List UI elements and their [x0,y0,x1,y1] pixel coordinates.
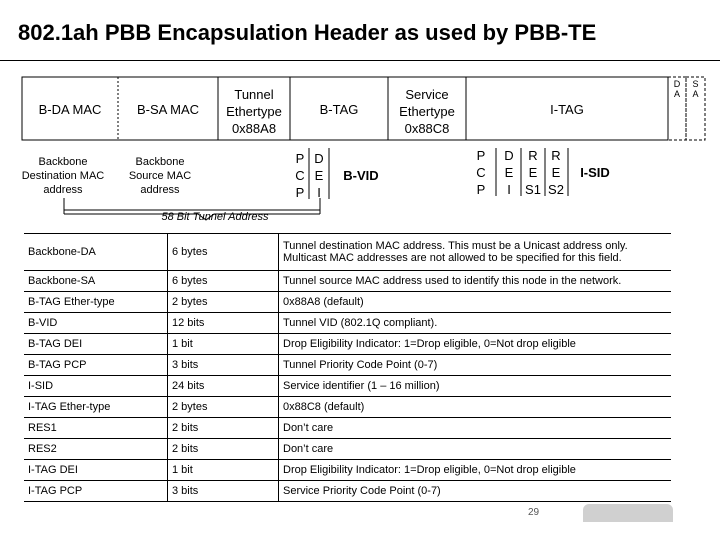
field-name-cell: I-TAG Ether-type [24,397,168,418]
field-name-cell: Backbone-SA [24,271,168,292]
field-description-cell [279,418,672,439]
table-row [24,313,671,334]
field-name-cell: B-VID [24,313,168,334]
table-row [24,481,671,502]
field-name-cell: B-TAG PCP [24,355,168,376]
backbone-source-label: Backbone Source MAC address [128,156,192,196]
field-name-cell: B-TAG Ether-type [24,292,168,313]
field-description-cell [279,460,672,481]
res2-label: R E S2 [548,148,564,197]
table-row [24,334,671,355]
field-size-cell: 12 bits [168,313,279,334]
field-size-cell: 3 bits [168,481,279,502]
field-size-cell: 2 bytes [168,397,279,418]
field-description-cell [279,397,672,418]
itag-pcp-label: P C P [476,148,486,197]
table-row [24,355,671,376]
table-row [24,234,671,271]
field-description-cell [279,271,672,292]
description-line: Don’t care [283,422,334,434]
table-row [24,418,671,439]
field-table [24,233,671,502]
field-description-cell [279,313,672,334]
field-name-cell: RES1 [24,418,168,439]
field-description-cell [279,292,672,313]
field-size-cell: 2 bits [168,439,279,460]
field-description-cell [279,376,672,397]
company-logo [583,500,673,522]
field-name-cell: I-TAG PCP [24,481,168,502]
description-line: Tunnel source MAC address used to identify this node in the network. [283,275,622,287]
field-size-cell: 1 bit [168,460,279,481]
bsa-mac-label: B-SA MAC [136,102,200,117]
field-description-cell [279,334,672,355]
btag-label: B-TAG [319,102,359,117]
field-size-cell: 2 bytes [168,292,279,313]
tunnel-address-label: 58 Bit Tunnel Address [161,211,269,223]
description-line: Tunnel Priority Code Point (0-7) [283,359,438,371]
field-description-cell [279,234,672,271]
tunnel-address-bracket [64,198,320,210]
field-size-cell: 6 bytes [168,234,279,271]
backbone-dest-label: Backbone Destination MAC address [21,156,105,196]
description-line: Don’t care [283,443,334,455]
field-description-cell [279,481,672,502]
table-row [24,292,671,313]
description-line: Drop Eligibility Indicator: 1=Drop eligible, 0=Not drop eligible [283,464,576,476]
table-row [24,439,671,460]
da-letters: D A [673,79,681,99]
description-line: Tunnel destination MAC address. This must be a Unicast address only. [283,240,628,252]
field-description-cell [279,355,672,376]
field-name-cell: I-TAG DEI [24,460,168,481]
bda-mac-label: B-DA MAC [38,102,102,117]
field-size-cell: 2 bits [168,418,279,439]
description-line: 0x88C8 (default) [283,401,365,413]
itag-label: I-TAG [550,102,584,117]
sa-letters: S A [692,79,699,99]
table-row [24,460,671,481]
table-row [24,271,671,292]
description-line: Service Priority Code Point (0-7) [283,485,441,497]
description-line: Service identifier (1 – 16 million) [283,380,440,392]
field-size-cell: 24 bits [168,376,279,397]
description-line: 0x88A8 (default) [283,296,364,308]
field-size-cell: 3 bits [168,355,279,376]
itag-dei-label: D E I [504,148,514,197]
page-title: 802.1ah PBB Encapsulation Header as used by PBB-TE [18,20,597,45]
field-name-cell: B-TAG DEI [24,334,168,355]
field-name-cell: I-SID [24,376,168,397]
bvid-label: B-VID [343,168,379,183]
field-size-cell: 6 bytes [168,271,279,292]
table-row [24,397,671,418]
description-line: Drop Eligibility Indicator: 1=Drop eligible, 0=Not drop eligible [283,338,576,350]
tunnel-ethertype-label: Tunnel Ethertype 0x88A8 [226,87,282,136]
description-line: Multicast MAC addresses are not allowed to be specified for this field. [283,252,622,264]
description-line: Tunnel VID (802.1Q compliant). [283,317,438,329]
btag-pcp-label: P C P [295,151,305,200]
service-ethertype-label: Service Ethertype 0x88C8 [399,87,455,136]
field-name-cell: RES2 [24,439,168,460]
table-row [24,376,671,397]
btag-dei-label: D E I [314,151,324,200]
res1-label: R E S1 [525,148,541,197]
field-size-cell: 1 bit [168,334,279,355]
page-number: 29 [528,507,540,518]
field-name-cell: Backbone-DA [24,234,168,271]
isid-label: I-SID [580,165,610,180]
field-description-cell [279,439,672,460]
